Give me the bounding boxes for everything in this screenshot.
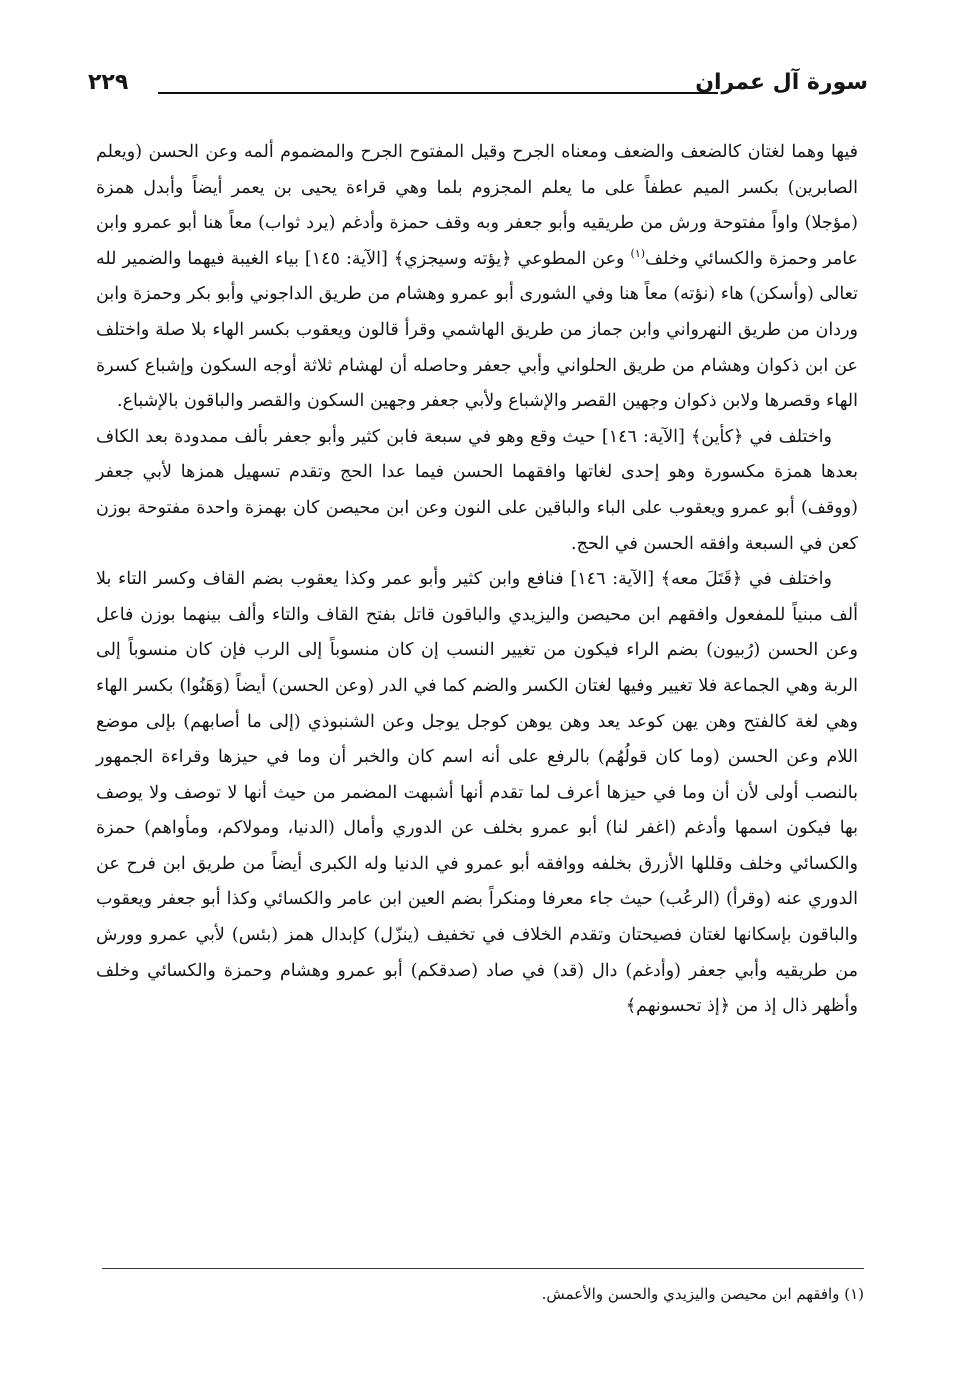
line: بإلى موضع اللام وعن الحسن (وما كان قولُهُم) بالرفع على أنه اسم كان والخبر أن وما (96, 711, 858, 768)
line: الحج وتقدم تسهيل همزها لأبي جعفر (ووقف) أبو عمرو ويعقوب على الباء والباقين (96, 462, 858, 518)
line: أشبهت المضمر من حيث أنها لا توصف ولا يوصف بها فيكون اسمها وأدغم (اغفر لنا) (96, 782, 858, 839)
paragraph-1 (96, 135, 858, 420)
line: الدوري عنه (وقرأ) (الرعُب) حيث جاء معرفا ومنكراً بضم العين ابن عامر والكسائي وكذا (226, 889, 858, 910)
chapter-title: سورة آل عمران (695, 70, 868, 95)
page-number: ٢٢٩ (88, 70, 129, 95)
line: على النون وعن ابن محيصن كان بهمزة واحدة مفتوحة بوزن كعن في السبعة وافقه (96, 497, 858, 554)
line: بضم القاف وكسر التاء بلا ألف مبنياً للمفعول وافقهم ابن محيصن واليزيدي والباقون قاتل (96, 569, 858, 625)
line: تغيير النسب إن كان منسوباً إلى الرب فإن كان منسوباً إلى الربة وهي الجماعة فلا تغيير (96, 640, 858, 696)
line: يحيى بن يعمر أيضاً وأبدل همزة (مؤجلا) واواً مفتوحة ورش من طريقيه وأبو جعفر وبه (96, 177, 858, 234)
line: ويعقوب بكسر الهاء بلا صلة واختلف عن ابن ذكوان وهشام من طريق الحلواني وأبي (96, 319, 858, 376)
footnote-rule (102, 1268, 864, 1269)
footnote-reference: (١) (630, 246, 646, 260)
line: وقللها الأزرق بخلفه ووافقه أبو عمرو في الدنيا وله الكبرى أيضاً من طريق ابن فرح عن (96, 853, 733, 874)
line: وقف حمزة وأدغم (يرد ثواب) معاً هنا أبو عمرو وابن عامر وحمزة والكسائي وخلف (96, 213, 858, 269)
line: في حيزها وقراءة الجمهور بالنصب أولى لأن أن وما في حيزها أعرف لما تقدم أنها (96, 747, 858, 803)
header-rule (158, 92, 718, 94)
line: بفتح القاف والتاء وألف بينهما بوزن فاعل وعن الحسن (رُبيون) بضم الراء فيكون من (96, 604, 858, 661)
line: جعفر وحاصله أن لهشام ثلاثة أوجه السكون وإشباع كسرة الهاء وقصرها ولابن ذكوان (96, 355, 858, 412)
line: الحسن في الحج. (571, 533, 694, 554)
line: فيها وهما لغتان كالضعف والضعف ومعناه الجرح وقيل المفتوح الجرح والمضموم ألمه (243, 142, 858, 162)
line: (وأسكن) هاء (نؤته) معاً هنا وفي الشورى أبو عمرو وهشام من طريق الداجوني وأبو بكر (186, 284, 814, 305)
line: وفيها لغتان الكسر والضم كما في الدر (وعن الحسن) أيضاً (وَهَنُوا) بكسر الهاء وهي لغة (96, 675, 858, 732)
body-text (96, 135, 858, 1025)
line: كالفتح وهن يهن كوعد يعد وهن يوهن كوجل يوجل وعن الشنبوذي (إلى ما أصابهم) (183, 711, 788, 732)
line: أبو جعفر ويعقوب والباقون بإسكانها لغتان فصيحتان وتقدم الخلاف في تخفيف (ينزّل) (96, 889, 858, 946)
line: كإبدال همز (بئس) لأبي عمرو وورش من طريقيه وأبي جعفر (وأدغم) دال (قد) في صاد (96, 925, 858, 981)
footnote: (١) وافقهم ابن محيصن واليزيدي والحسن والأعمش. (541, 1285, 864, 1303)
line: أبو عمرو بخلف عن الدوري وأمال (الدنيا، ومولاكم، ومأواهم) حمزة والكسائي وخلف (96, 818, 858, 874)
line: بألف ممدودة بعد الكاف بعدها همزة مكسورة وهو إحدى لغاتها وافقهما الحسن فيما عدا (96, 426, 858, 483)
line: واختلف في ﴿كأين﴾ [الآية: ١٤٦] حيث وقع وهو في سبعة فابن كثير وأبو جعفر (274, 426, 832, 447)
paragraph-3 (96, 562, 858, 1025)
line: (صدقكم) أبو عمرو وهشام وحمزة والكسائي وخلف وأظهر ذال إذ من ﴿إذ تحسونهم﴾ (96, 960, 858, 1017)
line: وحمزة وابن وردان من طريق النهرواني وابن جماز من طريق الهاشمي وقرأ قالون (96, 284, 858, 340)
line: واختلف في ﴿قَتَلَ معه﴾ [الآية: ١٤٦] فنافع وابن كثير وأبو عمر وكذا يعقوب (290, 569, 832, 590)
page-header (88, 66, 868, 106)
line: وعن المطوعي ﴿يؤته وسيجزي﴾ [الآية: ١٤٥] بياء الغيبة فيهما والضمير لله تعالى (96, 248, 858, 305)
line: وعن الحسن (ويعلم الصابرين) بكسر الميم عطفاً على ما يعلم المجزوم بلما وهي قراءة (96, 142, 858, 198)
paragraph-2 (96, 420, 858, 562)
line: وجهين القصر والإشباع ولأبي جعفر وجهين السكون والقصر والباقون بالإشباع. (117, 391, 669, 412)
